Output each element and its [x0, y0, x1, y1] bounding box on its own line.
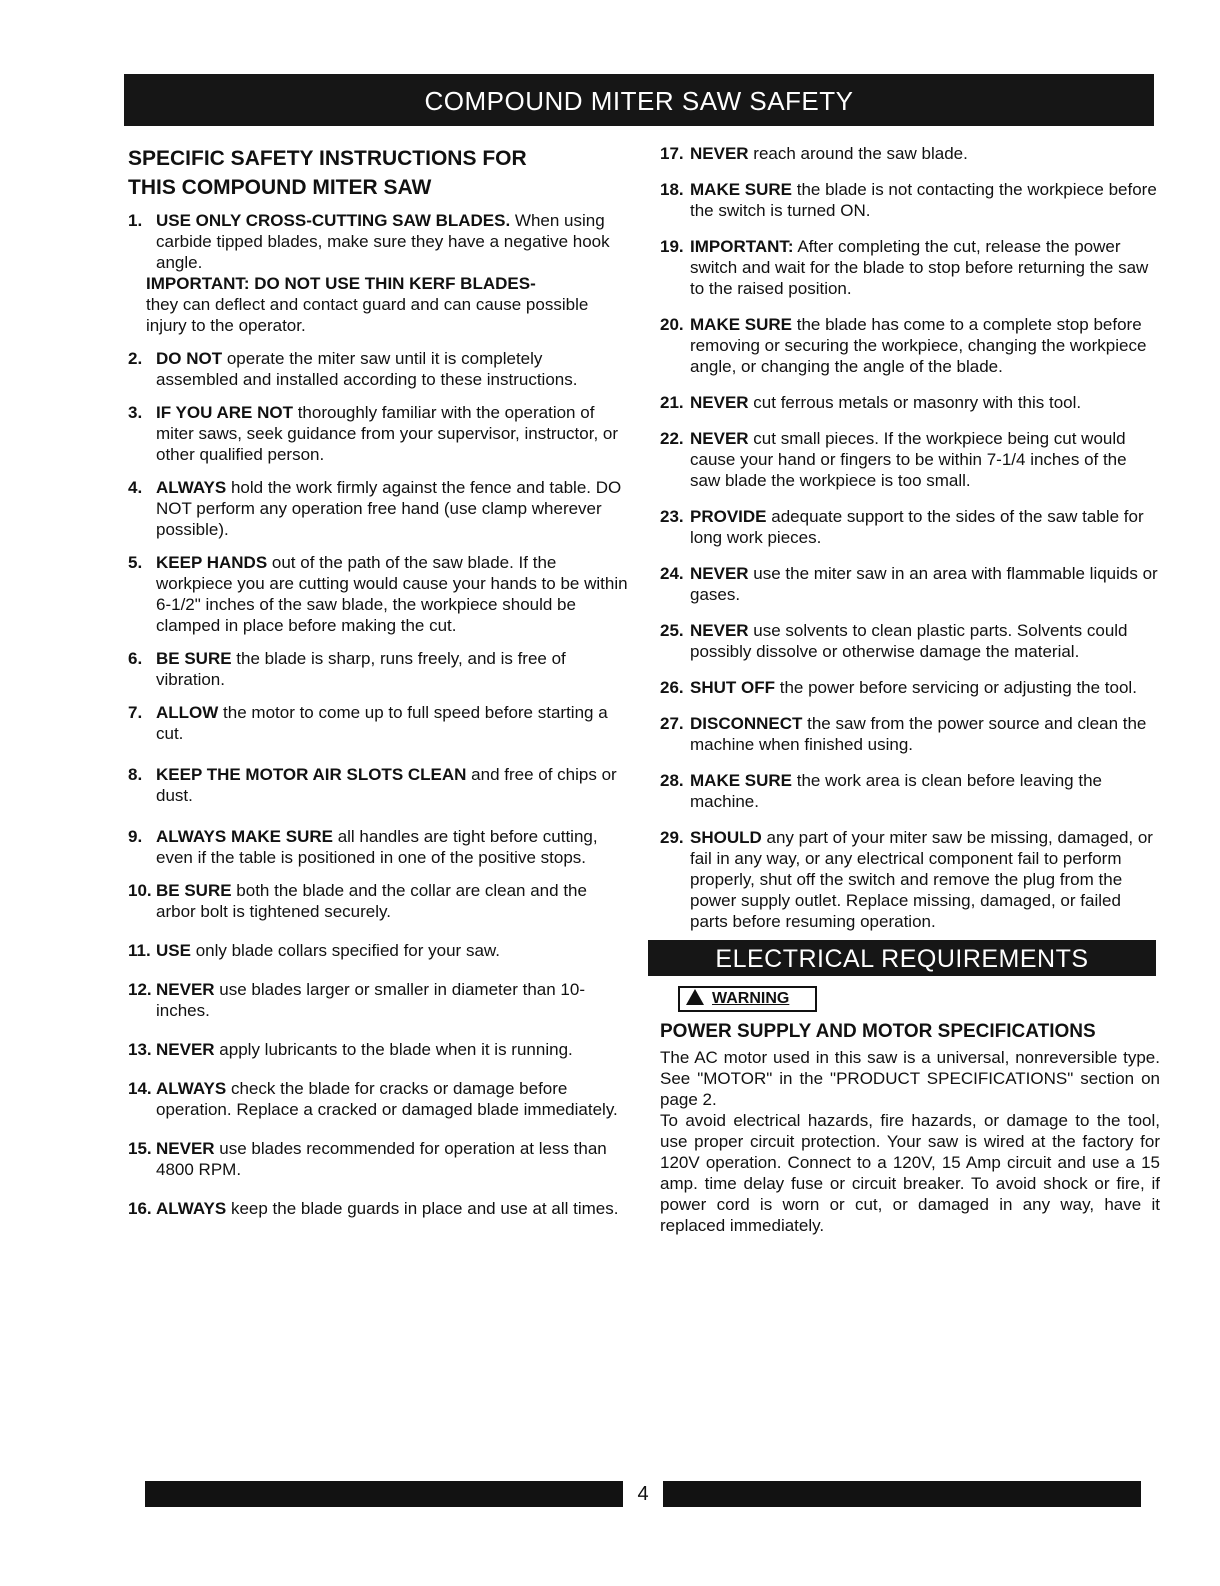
list-item: [128, 210, 628, 273]
page-number: 4: [637, 1483, 649, 1505]
list-item: [128, 552, 628, 636]
item-text: any part of your miter saw be missing, damaged, or fail in any way, or any electrical component fail to perform properly, shut off the switch and remove the plug from the power supply outlet. Replace missing, damaged, or failed parts before resuming operation.: [690, 828, 1153, 931]
item-keyword: ALWAYS: [156, 478, 227, 497]
item-text: use solvents to clean plastic parts. Solvents could possibly dissolve or otherwise damage the material.: [690, 621, 1128, 661]
footer-bar-right: [663, 1481, 1141, 1507]
item-text: keep the blade guards in place and use at all times.: [226, 1199, 619, 1218]
item-number: 12.: [128, 980, 152, 999]
item-number: 3.: [128, 403, 143, 422]
electrical-requirements-banner: ELECTRICAL REQUIREMENTS: [648, 940, 1156, 976]
item-text: After completing the cut, release the power switch and wait for the blade to stop before returning the saw to the raised position.: [690, 237, 1149, 298]
list-item: [660, 620, 1160, 662]
footer-bar-left: [145, 1481, 623, 1507]
item-number: 17.: [660, 144, 684, 163]
item-text: the blade is not contacting the workpiece before the switch is turned ON.: [690, 180, 1157, 220]
item-text: the blade has come to a complete stop before removing or securing the workpiece, changing the workpiece angle, or changing the angle of the blade.: [690, 315, 1147, 376]
left-column: [128, 144, 628, 1231]
list-item: [660, 392, 1160, 413]
item-number: 22.: [660, 429, 684, 448]
item-number: 18.: [660, 180, 684, 199]
item-keyword: BE SURE: [156, 649, 232, 668]
warning-label: [678, 986, 817, 1012]
list-item: [660, 563, 1160, 605]
item-number: 16.: [128, 1199, 152, 1218]
list-item: [660, 143, 1160, 164]
right-column: [660, 143, 1160, 1236]
item-number: 1.: [128, 211, 143, 230]
item-text: operate the miter saw until it is completely assembled and installed according to these instructions.: [156, 349, 578, 389]
important-text: they can deflect and contact guard and can cause possible injury to the operator.: [146, 295, 589, 335]
list-item: [128, 702, 628, 744]
list-item: [128, 1078, 628, 1120]
section-title: [128, 144, 628, 202]
item-keyword: USE ONLY CROSS-CUTTING SAW BLADES.: [156, 211, 511, 230]
list-item: [128, 940, 628, 961]
item-keyword: ALWAYS: [156, 1199, 227, 1218]
item-text: When using carbide tipped blades, make sure they have a negative hook angle.: [156, 211, 610, 272]
item-number: 10.: [128, 881, 152, 900]
item-keyword: ALWAYS: [156, 1079, 227, 1098]
item-number: 8.: [128, 765, 143, 784]
list-item: [128, 648, 628, 690]
item-text: and free of chips or dust.: [156, 765, 617, 805]
power-supply-subhead: POWER SUPPLY AND MOTOR SPECIFICATIONS: [660, 1021, 1096, 1042]
item-number: 11.: [128, 941, 151, 960]
list-item: [660, 770, 1160, 812]
item-number: 6.: [128, 649, 143, 668]
item-number: 24.: [660, 564, 684, 583]
warning-triangle-icon: [686, 989, 704, 1005]
circuit-protection-paragraph: To avoid electrical hazards, fire hazards, or damage to the tool, use proper circuit protection. Your saw is wired at the factory for 120V operation. Connect to a 120V, 15 Amp circuit and use a 15 amp. time delay fuse or circuit breaker. To avoid shock or fire, if power cord is worn or cut, or damaged in any way, have it replaced immediately.: [660, 1111, 1160, 1235]
list-item: [128, 477, 628, 540]
item-number: 4.: [128, 478, 143, 497]
item-keyword: NEVER: [156, 1139, 215, 1158]
item-number: 9.: [128, 827, 143, 846]
item-text: thoroughly familiar with the operation of miter saws, seek guidance from your supervisor, instructor, or other qualified person.: [156, 403, 619, 464]
item-number: 14.: [128, 1079, 152, 1098]
item-number: 20.: [660, 315, 684, 334]
item-text: apply lubricants to the blade when it is running.: [214, 1040, 573, 1059]
list-item: [128, 1198, 628, 1219]
item-text: reach around the saw blade.: [748, 144, 968, 163]
item-number: 25.: [660, 621, 684, 640]
section-title-line-1: SPECIFIC SAFETY INSTRUCTIONS FOR: [128, 147, 527, 170]
item-number: 27.: [660, 714, 684, 733]
item-keyword: NEVER: [690, 564, 749, 583]
important-keyword: IMPORTANT: DO NOT USE THIN KERF BLADES-: [146, 274, 536, 293]
item-keyword: ALWAYS MAKE SURE: [156, 827, 333, 846]
list-item: [128, 979, 628, 1021]
list-item: [128, 1039, 628, 1060]
list-item: [660, 428, 1160, 491]
item-text: out of the path of the saw blade. If the workpiece you are cutting would cause your hands to be within 6-1/2" inches of the saw blade, the workpiece should be clamped in place before making the cut.: [156, 553, 628, 635]
item-keyword: BE SURE: [156, 881, 232, 900]
item-number: 5.: [128, 553, 143, 572]
item-text: the blade is sharp, runs freely, and is free of vibration.: [156, 649, 566, 689]
item-keyword: DISCONNECT: [690, 714, 803, 733]
item-keyword: USE: [156, 941, 191, 960]
item-keyword: NEVER: [690, 144, 749, 163]
item-text: only blade collars specified for your saw.: [190, 941, 500, 960]
item-number: 13.: [128, 1040, 152, 1059]
list-item: [660, 236, 1160, 299]
item-text: hold the work firmly against the fence and table. DO NOT perform any operation free hand (use clamp wherever possible).: [156, 478, 622, 539]
list-item: [128, 764, 628, 806]
item-keyword: ALLOW: [156, 703, 219, 722]
list-item: [128, 348, 628, 390]
item-text: cut ferrous metals or masonry with this tool.: [748, 393, 1082, 412]
item-text: cut small pieces. If the workpiece being cut would cause your hand or fingers to be within 7-1/4 inches of the saw blade the workpiece is too small.: [690, 429, 1127, 490]
list-item: [660, 179, 1160, 221]
item-keyword: IMPORTANT:: [690, 237, 794, 256]
item-text: all handles are tight before cutting, even if the table is positioned in one of the positive stops.: [156, 827, 598, 867]
list-item: [660, 677, 1160, 698]
item-text: the motor to come up to full speed before starting a cut.: [156, 703, 608, 743]
item-text: adequate support to the sides of the saw table for long work pieces.: [690, 507, 1144, 547]
item-keyword: MAKE SURE: [690, 771, 793, 790]
item-text: use blades recommended for operation at less than 4800 RPM.: [156, 1139, 607, 1179]
item-text: the work area is clean before leaving the machine.: [690, 771, 1102, 811]
item-text: the power before servicing or adjusting the tool.: [775, 678, 1137, 697]
warning-text: WARNING: [712, 990, 790, 1007]
item-keyword: SHUT OFF: [690, 678, 775, 697]
list-item: [128, 826, 628, 868]
item-keyword: MAKE SURE: [690, 180, 793, 199]
section-title-line-2: THIS COMPOUND MITER SAW: [128, 176, 432, 199]
item-number: 21.: [660, 393, 684, 412]
item-number: 26.: [660, 678, 684, 697]
item-keyword: NEVER: [690, 393, 749, 412]
item-number: 23.: [660, 507, 684, 526]
list-item: [128, 880, 628, 922]
list-item: [660, 314, 1160, 377]
item-text: the saw from the power source and clean the machine when finished using.: [690, 714, 1147, 754]
list-item: [660, 506, 1160, 548]
item-keyword: NEVER: [690, 621, 749, 640]
list-item: [660, 827, 1160, 932]
item-text: use blades larger or smaller in diameter than 10-inches.: [156, 980, 585, 1020]
item-text: both the blade and the collar are clean and the arbor bolt is tightened securely.: [156, 881, 587, 921]
item-keyword: MAKE SURE: [690, 315, 793, 334]
item-number: 15.: [128, 1139, 152, 1158]
item-keyword: KEEP HANDS: [156, 553, 268, 572]
item-keyword: IF YOU ARE NOT: [156, 403, 293, 422]
item-number: 19.: [660, 237, 684, 256]
list-item: [128, 1138, 628, 1180]
item-keyword: NEVER: [690, 429, 749, 448]
item-keyword: SHOULD: [690, 828, 762, 847]
list-item: [660, 713, 1160, 755]
item-number: 29.: [660, 828, 684, 847]
item-number: 28.: [660, 771, 684, 790]
item-number: 2.: [128, 349, 143, 368]
list-item: [128, 402, 628, 465]
item-text: check the blade for cracks or damage before operation. Replace a cracked or damaged blade immediately.: [156, 1079, 618, 1119]
item-keyword: DO NOT: [156, 349, 223, 368]
item-keyword: KEEP THE MOTOR AIR SLOTS CLEAN: [156, 765, 467, 784]
item-number: 7.: [128, 703, 143, 722]
page-title-banner: COMPOUND MITER SAW SAFETY: [124, 74, 1154, 126]
important-note: [128, 273, 628, 336]
item-keyword: PROVIDE: [690, 507, 767, 526]
motor-paragraph: The AC motor used in this saw is a universal, nonreversible type. See "MOTOR" in the "PRODUCT SPECIFICATIONS" section on page 2.: [660, 1048, 1160, 1109]
item-text: use the miter saw in an area with flammable liquids or gases.: [690, 564, 1158, 604]
item-keyword: NEVER: [156, 1040, 215, 1059]
item-keyword: NEVER: [156, 980, 215, 999]
